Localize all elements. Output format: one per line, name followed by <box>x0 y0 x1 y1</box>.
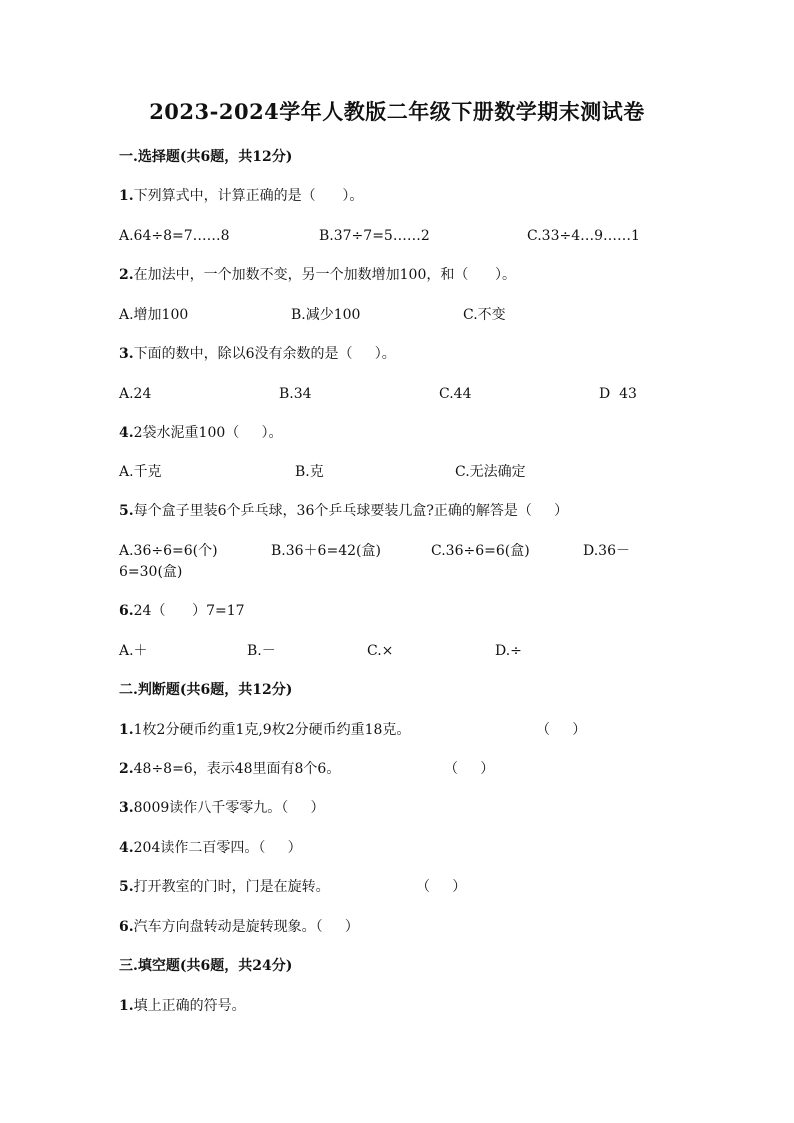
option-c: C.无法确定 <box>455 464 526 480</box>
section-heading-fill: 三.填空题(共6题，共24分) <box>119 958 293 974</box>
judge-question-3 <box>119 799 325 817</box>
section-heading-choice: 一.选择题(共6题，共12分) <box>119 149 293 165</box>
question-6 <box>119 602 245 620</box>
question-number: 6. <box>119 919 134 935</box>
fill-question-1 <box>119 997 246 1015</box>
option-c: C.33÷4…9……1 <box>527 228 640 244</box>
question-number: 1. <box>119 188 134 204</box>
judge-question-6 <box>119 918 359 936</box>
question-number: 3. <box>119 346 134 362</box>
question-text: 在加法中，一个加数不变，另一个加数增加100，和（ ）。 <box>133 267 517 283</box>
question-number: 5. <box>119 879 134 895</box>
question-number: 4. <box>119 425 134 441</box>
option-b: B.34 <box>279 386 312 402</box>
question-text: 48÷8=6，表示48里面有8个6。 <box>133 761 341 777</box>
question-number: 2. <box>119 761 134 777</box>
question-text: 汽车方向盘转动是旋转现象。（ ） <box>133 919 359 935</box>
option-d: D 43 <box>599 386 637 402</box>
question-number: 1. <box>119 722 134 738</box>
question-text: 下列算式中，计算正确的是（ ）。 <box>133 188 364 204</box>
question-text: 204读作二百零四。（ ） <box>133 840 302 856</box>
question-text: 每个盒子里装6个乒乓球，36个乒乓球要装几盒?正确的解答是（ ） <box>133 503 569 519</box>
option-d: D.÷ <box>495 643 522 659</box>
judge-question-5 <box>119 878 330 896</box>
judge-question-4 <box>119 839 302 857</box>
question-text: 24（ ）7=17 <box>133 603 245 619</box>
question-3 <box>119 345 396 363</box>
question-text: 打开教室的门时，门是在旋转。 <box>133 879 330 895</box>
question-text: 1枚2分硬币约重1克,9枚2分硬币约重18克。 <box>133 722 411 738</box>
question-2 <box>119 266 516 284</box>
option-a: A.64÷8=7……8 <box>119 228 230 244</box>
option-b: B.－ <box>247 643 276 659</box>
option-a: A.千克 <box>119 464 162 480</box>
option-d: D.36－ <box>583 543 630 559</box>
question-number: 1. <box>119 998 134 1014</box>
option-a: A.36÷6=6(个) <box>119 543 218 559</box>
option-c: C.44 <box>439 386 472 402</box>
question-text: 下面的数中，除以6没有余数的是（ ）。 <box>133 346 396 362</box>
answer-parentheses: （ ） <box>444 761 495 777</box>
question-text: 填上正确的符号。 <box>133 998 246 1014</box>
question-number: 2. <box>119 267 134 283</box>
exam-title: 2023-2024学年人教版二年级下册数学期末测试卷 <box>149 99 645 124</box>
question-1 <box>119 187 363 205</box>
option-b: B.减少100 <box>291 307 361 323</box>
answer-parentheses: （ ） <box>536 722 587 738</box>
judge-question-1 <box>119 721 410 739</box>
option-b: B.克 <box>295 464 324 480</box>
option-c: C.36÷6=6(盒) <box>431 543 530 559</box>
question-4 <box>119 424 283 442</box>
question-5 <box>119 502 568 520</box>
question-number: 4. <box>119 840 134 856</box>
question-text: 8009读作八千零零九。（ ） <box>133 800 325 816</box>
answer-parentheses: （ ） <box>416 879 467 895</box>
judge-question-2 <box>119 760 340 778</box>
option-a: A.24 <box>119 386 152 402</box>
question-number: 5. <box>119 503 134 519</box>
option-c: C.× <box>367 643 394 659</box>
question-text: 2袋水泥重100（ ）。 <box>133 425 283 441</box>
question-number: 6. <box>119 603 134 619</box>
option-c: C.不变 <box>463 307 506 323</box>
section-heading-judge: 二.判断题(共6题，共12分) <box>119 682 293 698</box>
option-a: A.增加100 <box>119 307 189 323</box>
option-a: A.＋ <box>119 643 148 659</box>
question-number: 3. <box>119 800 134 816</box>
option-b: B.37÷7=5……2 <box>319 228 430 244</box>
option-b: B.36＋6=42(盒) <box>271 543 381 559</box>
option-d-continued: 6=30(盒) <box>119 564 183 580</box>
